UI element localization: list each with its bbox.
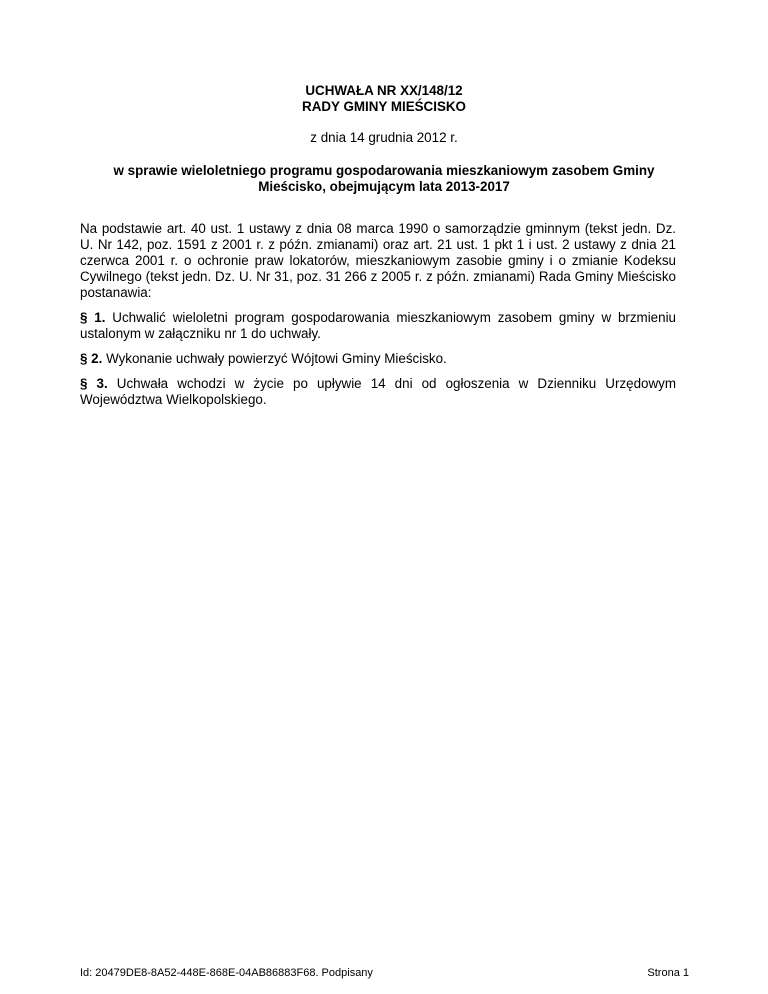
paragraph-3 xyxy=(80,376,676,408)
paragraph-text: Uchwała wchodzi w życie po upływie 14 dni od ogłoszenia w Dzienniku Urzędowym Województwa Wielkopolskiego. xyxy=(80,376,676,407)
paragraph-mark: § 3. xyxy=(80,376,108,391)
paragraph-text: Uchwalić wieloletni program gospodarowania mieszkaniowym zasobem gminy w brzmieniu ustalonym w załączniku nr 1 do uchwały. xyxy=(80,310,676,341)
resolution-number: UCHWAŁA NR XX/148/12 xyxy=(305,83,463,98)
paragraph-text: Wykonanie uchwały powierzyć Wójtowi Gminy Mieścisko. xyxy=(102,351,447,366)
resolution-date: z dnia 14 grudnia 2012 r. xyxy=(310,130,458,145)
page-number: Strona 1 xyxy=(647,967,689,979)
paragraph-1 xyxy=(80,310,676,342)
resolution-subject: w sprawie wieloletniego programu gospodarowania mieszkaniowym zasobem Gminy Mieścisko, obejmującym lata 2013-2017 xyxy=(113,163,655,194)
council-name: RADY GMINY MIEŚCISKO xyxy=(302,99,466,114)
paragraph-mark: § 2. xyxy=(80,351,103,366)
preamble: Na podstawie art. 40 ust. 1 ustawy z dnia 08 marca 1990 o samorządzie gminnym (tekst jedn. Dz. U. Nr 142, poz. 1591 z 2001 r. z późn. zmianami) oraz art. 21 ust. 1 pkt 1 i ust. 2 ustawy z dnia 21 czerwca 2001 r. o ochronie praw lokatorów, mieszkaniowym zasobie gminy i o zmianie Kodeksu Cywilnego (tekst jedn. Dz. U. Nr 31, poz. 31 266 z 2005 r. z późn. zmianami) Rada Gminy Mieścisko postanawia: xyxy=(80,221,676,300)
document-body xyxy=(80,221,676,417)
paragraph-2 xyxy=(80,351,676,367)
paragraph-mark: § 1. xyxy=(80,310,106,325)
document-title xyxy=(0,83,768,115)
document-id-footer: Id: 20479DE8-8A52-448E-868E-04AB86883F68. Podpisany xyxy=(80,967,373,979)
